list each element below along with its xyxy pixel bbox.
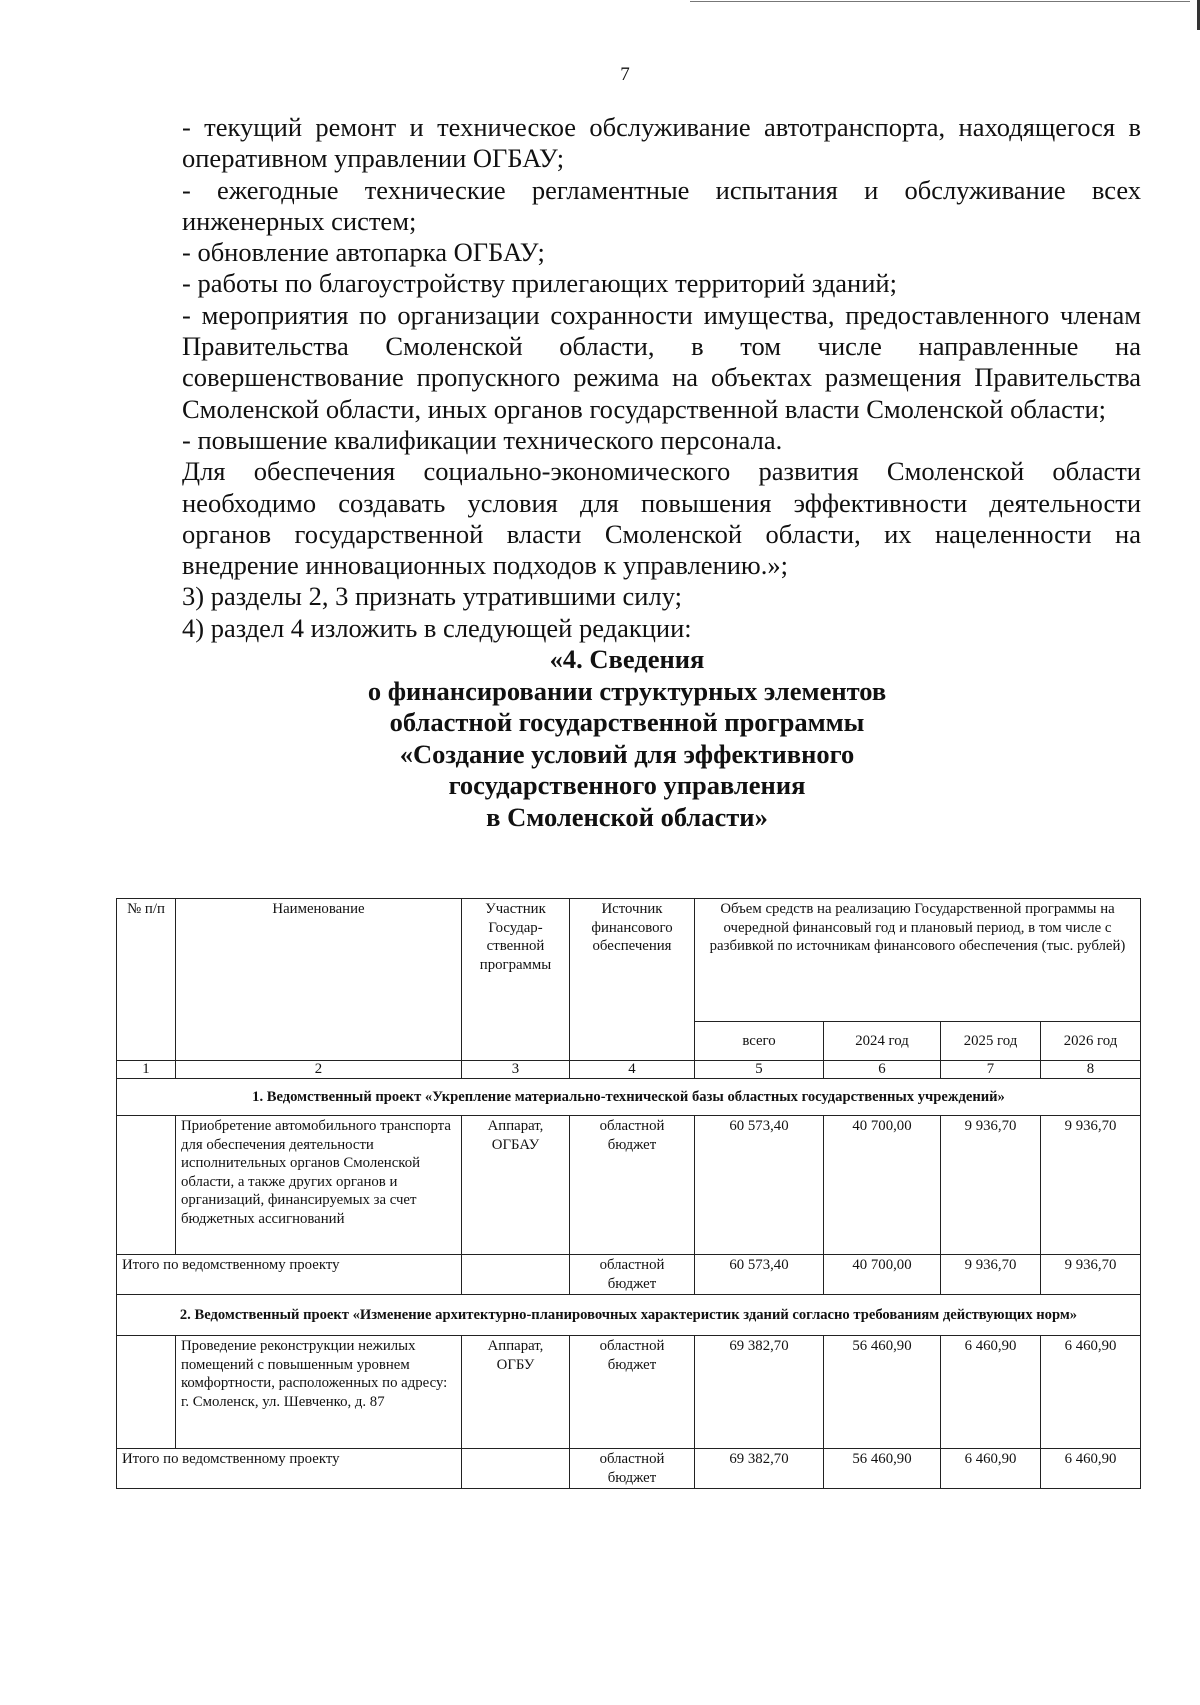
- table-row: [117, 1116, 1141, 1255]
- subtotal-2026: 6 460,90: [1041, 1449, 1141, 1489]
- row-2026: 6 460,90: [1041, 1336, 1141, 1449]
- header-volume: Объем средств на реализацию Государственной программы на очередной финансовый год и плановый период, в том числе с разбивкой по источникам финансового обеспечения (тыс. рублей): [695, 899, 1141, 1022]
- row-participant: Аппарат, ОГБАУ: [462, 1116, 570, 1255]
- col-number: 4: [570, 1061, 695, 1079]
- table-row: [117, 1336, 1141, 1449]
- subtotal-label: Итого по ведомственному проекту: [117, 1255, 462, 1295]
- col-number: 8: [1041, 1061, 1141, 1079]
- row-2025: 6 460,90: [941, 1336, 1041, 1449]
- heading-line-1: «4. Сведения: [549, 644, 705, 675]
- subtotal-participant: [462, 1449, 570, 1489]
- section-2-title: 2. Ведомственный проект «Изменение архитектурно-планировочных характеристик зданий согласно требованиям действующих норм»: [117, 1295, 1141, 1336]
- subtotal-label: Итого по ведомственному проекту: [117, 1449, 462, 1489]
- col-number: 7: [941, 1061, 1041, 1079]
- col-number: 1: [117, 1061, 176, 1079]
- row-source: областной бюджет: [570, 1336, 695, 1449]
- col-number: 6: [824, 1061, 941, 1079]
- subtotal-participant: [462, 1255, 570, 1295]
- header-name: Наименование: [176, 899, 462, 1061]
- heading-line-3: областной государственной программы: [389, 707, 865, 738]
- subtotal-2024: 56 460,90: [824, 1449, 941, 1489]
- heading-line-5: государственного управления: [448, 770, 806, 801]
- row-participant: Аппарат, ОГБУ: [462, 1336, 570, 1449]
- column-number-row: [117, 1061, 1141, 1079]
- section-1-title: 1. Ведомственный проект «Укрепление материально-технической базы областных государственных учреждений»: [117, 1079, 1141, 1116]
- paragraph-sections-void: 3) разделы 2, 3 признать утратившими силу;: [182, 581, 682, 612]
- paragraph-fleet: - обновление автопарка ОГБАУ;: [182, 237, 545, 268]
- row-2024: 56 460,90: [824, 1336, 941, 1449]
- subtotal-source: областной бюджет: [570, 1255, 695, 1295]
- paragraph-repair: - текущий ремонт и техническое обслуживание автотранспорта, находящегося в оперативном управлении ОГБАУ;: [182, 112, 1141, 174]
- section-title-row: [117, 1079, 1141, 1116]
- header-source: Источник финансового обеспечения: [570, 899, 695, 1061]
- heading-line-2: о финансировании структурных элементов: [367, 675, 887, 706]
- row-num-cell: [117, 1336, 176, 1449]
- heading-line-4: «Создание условий для эффективного: [399, 738, 855, 769]
- subtotal-source: областной бюджет: [570, 1449, 695, 1489]
- scan-top-border: [690, 0, 1200, 4]
- section-title-row: [117, 1295, 1141, 1336]
- subtotal-total: 60 573,40: [695, 1255, 824, 1295]
- row-total: 69 382,70: [695, 1336, 824, 1449]
- col-number: 2: [176, 1061, 462, 1079]
- page-number: 7: [620, 64, 630, 85]
- header-2025: 2025 год: [941, 1022, 1041, 1061]
- row-source: областной бюджет: [570, 1116, 695, 1255]
- row-2025: 9 936,70: [941, 1116, 1041, 1255]
- paragraph-development: Для обеспечения социально-экономического развития Смоленской области необходимо создавать условия для повышения эффективности деятельности органов государственной власти Смоленской области, их нацеленности на внедрение инновационных подходов к управлению.»;: [182, 456, 1141, 581]
- row-name: Приобретение автомобильного транспорта для обеспечения деятельности исполнительных органов Смоленской области, а также других органов и организаций, финансируемых за счет бюджетных ассигнований: [176, 1116, 462, 1255]
- row-num-cell: [117, 1116, 176, 1255]
- row-2026: 9 936,70: [1041, 1116, 1141, 1255]
- scan-top-line: [690, 1, 1190, 2]
- heading-line-6: в Смоленской области»: [486, 801, 768, 832]
- header-num: № п/п: [117, 899, 176, 1061]
- col-number: 3: [462, 1061, 570, 1079]
- table-header-row: [117, 899, 1141, 1022]
- row-total: 60 573,40: [695, 1116, 824, 1255]
- subtotal-total: 69 382,70: [695, 1449, 824, 1489]
- header-participant: Участник Государ-ственной программы: [462, 899, 570, 1061]
- row-2024: 40 700,00: [824, 1116, 941, 1255]
- financing-table: [116, 898, 1141, 1489]
- header-2026: 2026 год: [1041, 1022, 1141, 1061]
- paragraph-tests: - ежегодные технические регламентные испытания и обслуживание всех инженерных систем;: [182, 174, 1141, 236]
- paragraph-landscaping: - работы по благоустройству прилегающих территорий зданий;: [182, 268, 897, 299]
- col-number: 5: [695, 1061, 824, 1079]
- subtotal-2025: 6 460,90: [941, 1449, 1041, 1489]
- paragraph-training: - повышение квалификации технического персонала.: [182, 424, 783, 455]
- row-name: Проведение реконструкции нежилых помещений с повышенным уровнем комфортности, расположенных по адресу: г. Смоленск, ул. Шевченко, д. 87: [176, 1336, 462, 1449]
- subtotal-2025: 9 936,70: [941, 1255, 1041, 1295]
- subtotal-2026: 9 936,70: [1041, 1255, 1141, 1295]
- paragraph-security: - мероприятия по организации сохранности имущества, предоставленного членам Правительства Смоленской области, в том числе направленные на совершенствование пропускного режима на объектах размещения Правительства Смоленской области, иных органов государственной власти Смоленской области;: [182, 299, 1141, 424]
- subtotal-row: [117, 1449, 1141, 1489]
- header-total: всего: [695, 1022, 824, 1061]
- section-heading: [113, 644, 1141, 833]
- subtotal-2024: 40 700,00: [824, 1255, 941, 1295]
- header-2024: 2024 год: [824, 1022, 941, 1061]
- paragraph-section4: 4) раздел 4 изложить в следующей редакции:: [182, 612, 692, 643]
- document-body: [113, 112, 1141, 833]
- subtotal-row: [117, 1255, 1141, 1295]
